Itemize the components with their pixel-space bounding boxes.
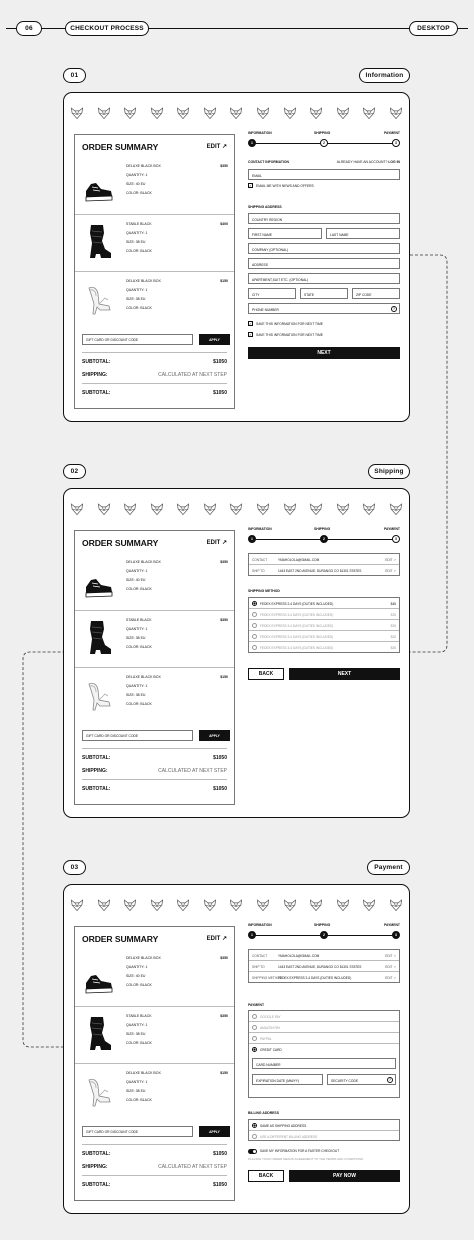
- item-qty: QUANTITY: 1: [126, 965, 148, 969]
- subtotal-label: SUBTOTAL:: [82, 755, 111, 761]
- shipping-label: SHIPPING:: [82, 1164, 108, 1170]
- order-summary: [74, 926, 235, 1201]
- edit-cart-link[interactable]: EDIT ↗: [206, 540, 227, 546]
- fox-head-logo-icon: [123, 898, 137, 912]
- fox-head-logo-icon: [176, 898, 190, 912]
- order-summary: [74, 134, 235, 409]
- item-price: $350: [220, 618, 228, 622]
- item-qty: QUANTITY: 1: [126, 173, 148, 177]
- product-image-heel: [83, 676, 115, 714]
- cart-item: [75, 949, 234, 1006]
- edit-link[interactable]: EDIT ↗: [385, 558, 396, 562]
- item-price: $350: [220, 164, 228, 168]
- payment-heading: PAYMENT: [248, 1003, 265, 1007]
- company-field[interactable]: COMPANY (OPTIONAL): [248, 243, 400, 254]
- cart-item: [75, 1063, 234, 1118]
- review-key: CONTACT: [252, 954, 268, 958]
- fox-head-logo-icon: [283, 898, 297, 912]
- fox-head-logo-icon: [97, 106, 111, 120]
- question-icon[interactable]: ?: [392, 306, 396, 311]
- edit-cart-link[interactable]: EDIT ↗: [206, 144, 227, 150]
- option-name: AMAZON PAY: [260, 1026, 281, 1030]
- product-image-heel: [83, 1072, 115, 1110]
- step-dot-1[interactable]: 1: [248, 535, 256, 543]
- subtotal-value: $1050: [213, 755, 227, 761]
- edit-cart-link[interactable]: EDIT ↗: [206, 936, 227, 942]
- fox-head-logo-icon: [389, 106, 403, 120]
- fox-head-logo-icon: [362, 898, 376, 912]
- order-summary-title: ORDER SUMMARY: [82, 142, 159, 152]
- item-size: SIZE: 40 EU: [126, 974, 146, 978]
- order-summary-title: ORDER SUMMARY: [82, 934, 159, 944]
- order-summary-title: ORDER SUMMARY: [82, 538, 159, 548]
- save-info-toggle[interactable]: [248, 1149, 257, 1154]
- progress-steps: [248, 139, 400, 147]
- state-field[interactable]: STATE: [300, 288, 348, 299]
- step-dot-1[interactable]: 1: [248, 139, 256, 147]
- frame-shipping: [63, 488, 410, 818]
- step-labels: [248, 527, 400, 533]
- item-name: DELUXE BLACK BOX: [126, 279, 161, 283]
- fox-head-logo-icon: [123, 502, 137, 516]
- option-name: FEDEX EXPRESS 3-4 DAYS (DUTIES INCLUDED): [260, 646, 334, 650]
- zip-field[interactable]: ZIP CODE: [352, 288, 400, 299]
- item-name: DELUXE BLACK BOX: [126, 164, 161, 168]
- item-color: COLOR: BLACK: [126, 983, 152, 987]
- apartment-field[interactable]: APARTMENT,SUIT ETC. (OPTIONAL): [248, 273, 400, 284]
- billing-options: [248, 1119, 400, 1141]
- next-button[interactable]: NEXT: [248, 347, 400, 359]
- shipping-form: [248, 527, 400, 687]
- address-field[interactable]: ADDRESS: [248, 258, 400, 269]
- item-qty: QUANTITY: 1: [126, 627, 148, 631]
- radio-icon[interactable]: [252, 623, 257, 628]
- review-key: CONTACT: [252, 558, 268, 562]
- item-qty: QUANTITY: 1: [126, 231, 148, 235]
- item-price: $350: [220, 1014, 228, 1018]
- item-color: COLOR: BLACK: [126, 249, 152, 253]
- subtotal-row: [82, 755, 227, 761]
- product-image-sneaker: [83, 565, 115, 603]
- fox-head-logo-icon: [150, 106, 164, 120]
- item-color: COLOR: BLACK: [126, 702, 152, 706]
- fox-head-logo-icon: [203, 898, 217, 912]
- contact-heading: CONTACT INFORMATION: [248, 160, 289, 164]
- fox-head-logo-icon: [389, 502, 403, 516]
- review-contact-row: [249, 950, 399, 961]
- frame-payment: [63, 884, 410, 1214]
- card-number-field[interactable]: CARD NUMBER: [252, 1058, 396, 1069]
- step-labels: [248, 131, 400, 137]
- option-price: $35: [390, 624, 396, 628]
- section-number-3: 03: [63, 860, 86, 875]
- review-value: YMAHOLOLA@GMAIL.COM: [278, 558, 320, 562]
- option-price: $35: [390, 613, 396, 617]
- option-name: FEDEX EXPRESS 3-4 DAYS (DUTIES INCLUDED): [260, 635, 334, 639]
- item-price: $350: [220, 560, 228, 564]
- shipping-option[interactable]: [249, 642, 399, 653]
- shipping-row: [82, 768, 227, 774]
- logo-row: [70, 499, 403, 519]
- item-color: COLOR: BLACK: [126, 645, 152, 649]
- radio-icon[interactable]: [252, 634, 257, 639]
- header-number: 06: [16, 21, 42, 36]
- cart-item: [75, 1006, 234, 1063]
- fox-head-logo-icon: [362, 502, 376, 516]
- option-name: GOOGLE PAY: [260, 1015, 281, 1019]
- item-name: DELUXE BLACK BOX: [126, 675, 161, 679]
- fox-head-logo-icon: [336, 502, 350, 516]
- next-button[interactable]: NEXT: [289, 668, 400, 680]
- radio-icon[interactable]: [252, 601, 257, 606]
- logo-row: [70, 895, 403, 915]
- step-label-information: INFORMATION: [248, 131, 272, 135]
- shipping-method-list: [248, 597, 400, 653]
- fox-head-logo-icon: [97, 898, 111, 912]
- section-label-information: Information: [359, 68, 410, 83]
- item-price: $150: [220, 675, 228, 679]
- fox-head-logo-icon: [150, 502, 164, 516]
- item-size: SIZE: 38 EU: [126, 1032, 146, 1036]
- step-labels: [248, 923, 400, 929]
- security-code-field[interactable]: [327, 1074, 396, 1085]
- item-size: SIZE: 38 EU: [126, 240, 146, 244]
- product-image-boot: [83, 223, 115, 261]
- frame-information: [63, 92, 410, 422]
- edit-link[interactable]: EDIT ↗: [385, 954, 396, 958]
- subtotal-label: SUBTOTAL:: [82, 1151, 111, 1157]
- step-label-payment: PAYMENT: [383, 131, 400, 135]
- review-value: 1443 EAST 2ND AVENUE, DURANGO CO 81301 STATES: [278, 965, 362, 969]
- fox-head-logo-icon: [256, 502, 270, 516]
- fox-head-logo-icon: [70, 502, 84, 516]
- option-name: CREDIT CARD: [260, 1048, 282, 1052]
- login-prompt: [337, 160, 400, 164]
- item-qty: QUANTITY: 1: [126, 1023, 148, 1027]
- review-method-row: [249, 972, 399, 983]
- option-name: FEDEX EXPRESS 2-4 DAYS (DUTIES INCLUDED): [260, 602, 334, 606]
- review-value: YMAHOLOLA@GMAIL.COM: [278, 954, 320, 958]
- review-box: [248, 553, 400, 576]
- shipping-value: CALCULATED AT NEXT STEP: [158, 372, 227, 378]
- total-value: $1050: [213, 1182, 227, 1188]
- shipping-address-heading: SHIPPING ADDRESS: [248, 205, 282, 209]
- step-label-payment: PAYMENT: [383, 527, 400, 531]
- step-label-shipping: SHIPPING: [314, 131, 331, 135]
- review-value: FEDEX EXPRESS 2-4 DAYS (DUTIES INCLUDED): [278, 976, 352, 980]
- radio-icon[interactable]: [252, 612, 257, 617]
- pay-now-button[interactable]: PAY NOW: [289, 1170, 400, 1182]
- item-color: COLOR: BLACK: [126, 191, 152, 195]
- item-color: COLOR: BLACK: [126, 1098, 152, 1102]
- item-size: SIZE: 38 EU: [126, 636, 146, 640]
- discount-code-input[interactable]: GIFT CARD OR DISCOUNT CODE: [82, 730, 193, 741]
- item-name: STABLE BLACK: [126, 1014, 152, 1018]
- divider: [82, 383, 227, 384]
- country-field[interactable]: COUNTRY REGION: [248, 213, 400, 224]
- fox-head-logo-icon: [309, 106, 323, 120]
- section-label-shipping: Shipping: [368, 464, 410, 479]
- information-form: [248, 131, 400, 371]
- item-price: $400: [220, 222, 228, 226]
- fox-head-logo-icon: [123, 106, 137, 120]
- radio-icon[interactable]: [252, 1047, 257, 1052]
- have-account-text: ALREADY HAVE AN ACCOUNT?: [336, 160, 388, 164]
- cart-item: [75, 667, 234, 722]
- item-size: SIZE: 38 EU: [126, 693, 146, 697]
- subtotal-row: [82, 359, 227, 365]
- shipping-row: [82, 1164, 227, 1170]
- save-info-label: SAVE MY INFORMATION FOR A FASTER CHECKOUT: [260, 1149, 340, 1153]
- save-info-checkbox[interactable]: [248, 321, 323, 326]
- item-color: COLOR: BLACK: [126, 1041, 152, 1045]
- apply-button[interactable]: APPLY: [199, 1126, 230, 1137]
- save-info-label: SAVE THIS INFORMATION FOR NEXT TIME: [256, 321, 323, 326]
- progress-steps: [248, 535, 400, 543]
- fox-head-logo-icon: [362, 106, 376, 120]
- step-label-information: INFORMATION: [248, 923, 272, 927]
- apply-button[interactable]: APPLY: [199, 334, 230, 345]
- back-button[interactable]: BACK: [248, 1170, 284, 1182]
- billing-heading: BILLING ADDRESS: [248, 1111, 279, 1115]
- question-icon[interactable]: ?: [388, 1077, 392, 1082]
- fox-head-logo-icon: [309, 502, 323, 516]
- item-color: COLOR: BLACK: [126, 587, 152, 591]
- section-number-2: 02: [63, 464, 86, 479]
- save-info-label: SAVE THIS INFORMATION FOR NEXT TIME: [256, 332, 323, 337]
- subtotal-value: $1050: [213, 1151, 227, 1157]
- step-dot-2[interactable]: 2: [320, 535, 328, 543]
- review-shipto-row: [249, 565, 399, 576]
- fox-head-logo-icon: [283, 502, 297, 516]
- phone-placeholder: PHONE NUMBER: [252, 307, 279, 312]
- option-name: USE A DIFFERENT BILLING ADDRESS: [260, 1135, 318, 1139]
- total-label: SUBTOTAL:: [82, 390, 111, 396]
- back-button[interactable]: BACK: [248, 668, 284, 680]
- fox-head-logo-icon: [70, 106, 84, 120]
- expiration-field[interactable]: EXPIRATION DATE (MM/YY): [252, 1074, 323, 1085]
- checkbox-icon[interactable]: ✓: [249, 321, 253, 326]
- fox-head-logo-icon: [389, 898, 403, 912]
- step-dot-3[interactable]: 3: [392, 139, 400, 147]
- radio-icon[interactable]: [252, 645, 257, 650]
- radio-icon[interactable]: [252, 1036, 257, 1041]
- save-info-checkbox-2[interactable]: [248, 332, 323, 337]
- billing-same-option[interactable]: [249, 1120, 399, 1131]
- fox-head-logo-icon: [336, 106, 350, 120]
- fox-head-logo-icon: [229, 502, 243, 516]
- step-dot-2[interactable]: 2: [320, 139, 328, 147]
- item-name: DELUXE BLACK BOX: [126, 1071, 161, 1075]
- fox-head-logo-icon: [336, 898, 350, 912]
- shipping-label: SHIPPING:: [82, 768, 108, 774]
- shipping-option[interactable]: [249, 598, 399, 609]
- item-qty: QUANTITY: 1: [126, 684, 148, 688]
- item-name: DELUXE BLACK BOX: [126, 956, 161, 960]
- terms-note: PLACING YOUR ORDER MEANS AGREEMENT TO THE TERMS AND CONDITIONS: [248, 1157, 364, 1161]
- divider: [82, 1175, 227, 1176]
- review-key: SHIP TO: [252, 569, 265, 573]
- option-name: SAME AS SHIPPING ADDRESS: [260, 1124, 307, 1128]
- product-image-boot: [83, 619, 115, 657]
- item-name: STABLE BLACK: [126, 618, 152, 622]
- fox-head-logo-icon: [97, 502, 111, 516]
- shipping-value: CALCULATED AT NEXT STEP: [158, 768, 227, 774]
- last-name-field[interactable]: LAST NAME: [326, 228, 400, 239]
- product-image-sneaker: [83, 961, 115, 999]
- city-field[interactable]: CITY: [248, 288, 296, 299]
- product-image-heel: [83, 280, 115, 318]
- step-label-shipping: SHIPPING: [314, 923, 331, 927]
- fox-head-logo-icon: [176, 502, 190, 516]
- edit-link[interactable]: EDIT ↗: [385, 965, 396, 969]
- subtotal-row: [82, 1151, 227, 1157]
- section-number-1: 01: [63, 68, 86, 83]
- subtotal-label: SUBTOTAL:: [82, 359, 111, 365]
- payment-options: [248, 1010, 400, 1098]
- review-contact-row: [249, 554, 399, 565]
- fox-head-logo-icon: [256, 898, 270, 912]
- security-placeholder: SECURITY CODE: [331, 1078, 359, 1083]
- cart-item: [75, 157, 234, 214]
- first-name-field[interactable]: FIRST NAME: [248, 228, 322, 239]
- fox-head-logo-icon: [283, 106, 297, 120]
- item-price: $150: [220, 279, 228, 283]
- total-row: [82, 1182, 227, 1188]
- fox-head-logo-icon: [309, 898, 323, 912]
- item-qty: QUANTITY: 1: [126, 569, 148, 573]
- item-qty: QUANTITY: 1: [126, 1080, 148, 1084]
- step-label-information: INFORMATION: [248, 527, 272, 531]
- fox-head-logo-icon: [150, 898, 164, 912]
- payment-option-credit-card[interactable]: [249, 1044, 399, 1055]
- option-name: FEDEX EXPRESS 3-4 DAYS (DUTIES INCLUDED): [260, 613, 334, 617]
- checkbox-icon[interactable]: ✓: [249, 332, 253, 337]
- fox-head-logo-icon: [203, 106, 217, 120]
- item-color: COLOR: BLACK: [126, 306, 152, 310]
- option-name: PAYPAL: [260, 1037, 272, 1041]
- review-key: SHIPPING METHOD: [252, 976, 282, 980]
- checkbox-icon[interactable]: ✓: [249, 183, 253, 188]
- step-label-payment: PAYMENT: [383, 923, 400, 927]
- shipping-option[interactable]: [249, 609, 399, 620]
- phone-field[interactable]: [248, 303, 400, 314]
- divider: [82, 352, 227, 353]
- step-label-shipping: SHIPPING: [314, 527, 331, 531]
- review-shipto-row: [249, 961, 399, 972]
- step-dot-3[interactable]: 3: [392, 931, 400, 939]
- payment-form: [248, 923, 400, 1188]
- discount-code-input[interactable]: GIFT CARD OR DISCOUNT CODE: [82, 1126, 193, 1137]
- item-name: STABLE BLACK: [126, 222, 152, 226]
- apply-button[interactable]: APPLY: [199, 730, 230, 741]
- total-value: $1050: [213, 786, 227, 792]
- shipping-label: SHIPPING:: [82, 372, 108, 378]
- radio-icon[interactable]: [252, 1025, 257, 1030]
- option-price: $45: [390, 602, 396, 606]
- divider: [82, 748, 227, 749]
- fox-head-logo-icon: [203, 502, 217, 516]
- item-price: $350: [220, 956, 228, 960]
- fox-head-logo-icon: [229, 106, 243, 120]
- section-label-payment: Payment: [367, 860, 410, 875]
- radio-icon[interactable]: [252, 1014, 257, 1019]
- option-price: $35: [390, 635, 396, 639]
- item-size: SIZE: 40 EU: [126, 578, 146, 582]
- divider: [82, 779, 227, 780]
- fox-head-logo-icon: [229, 898, 243, 912]
- cart-item: [75, 610, 234, 667]
- email-field[interactable]: EMAIL: [248, 169, 400, 180]
- order-summary: [74, 530, 235, 805]
- cart-item: [75, 271, 234, 326]
- item-size: SIZE: 38 EU: [126, 297, 146, 301]
- news-checkbox[interactable]: [248, 183, 314, 188]
- payment-option-amazon-pay[interactable]: [249, 1022, 399, 1033]
- step-dot-3[interactable]: 3: [392, 535, 400, 543]
- edit-link[interactable]: EDIT ↗: [385, 976, 396, 980]
- fox-head-logo-icon: [176, 106, 190, 120]
- item-size: SIZE: 38 EU: [126, 1089, 146, 1093]
- item-qty: QUANTITY: 1: [126, 288, 148, 292]
- total-row: [82, 786, 227, 792]
- total-label: SUBTOTAL:: [82, 786, 111, 792]
- logo-row: [70, 103, 403, 123]
- step-dot-1[interactable]: 1: [248, 931, 256, 939]
- product-image-boot: [83, 1015, 115, 1053]
- edit-link[interactable]: EDIT ↗: [385, 569, 396, 573]
- shipping-option[interactable]: [249, 620, 399, 631]
- shipping-option[interactable]: [249, 631, 399, 642]
- review-value: 1443 EAST 2ND AVENUE, DURANGO CO 81301 STATES: [278, 569, 362, 573]
- shipping-row: [82, 372, 227, 378]
- fox-head-logo-icon: [256, 106, 270, 120]
- radio-icon[interactable]: [252, 1134, 257, 1139]
- radio-icon[interactable]: [252, 1123, 257, 1128]
- login-link[interactable]: LOG IN: [388, 160, 400, 164]
- subtotal-value: $1050: [213, 359, 227, 365]
- divider: [82, 1144, 227, 1145]
- total-value: $1050: [213, 390, 227, 396]
- cart-item: [75, 553, 234, 610]
- total-row: [82, 390, 227, 396]
- product-image-sneaker: [83, 169, 115, 207]
- fox-head-logo-icon: [70, 898, 84, 912]
- discount-code-input[interactable]: GIFT CARD OR DISCOUNT CODE: [82, 334, 193, 345]
- item-name: DELUXE BLACK BOX: [126, 560, 161, 564]
- item-size: SIZE: 40 EU: [126, 182, 146, 186]
- option-name: FEDEX EXPRESS 3-4 DAYS (DUTIES INCLUDED): [260, 624, 334, 628]
- total-label: SUBTOTAL:: [82, 1182, 111, 1188]
- review-key: SHIP TO: [252, 965, 265, 969]
- device-label: DESKTOP: [409, 21, 458, 36]
- news-label: EMAIL ME WITH NEWS AND OFFERS: [256, 183, 314, 188]
- cart-item: [75, 214, 234, 271]
- shipping-value: CALCULATED AT NEXT STEP: [158, 1164, 227, 1170]
- shipping-method-heading: SHIPPING METHOD: [248, 589, 280, 593]
- option-price: $35: [390, 646, 396, 650]
- review-box: [248, 949, 400, 983]
- item-price: $150: [220, 1071, 228, 1075]
- header-title: CHECKOUT PROCESS: [65, 21, 149, 36]
- payment-option-google-pay[interactable]: [249, 1011, 399, 1022]
- step-dot-2[interactable]: 2: [320, 931, 328, 939]
- billing-different-option[interactable]: [249, 1131, 399, 1142]
- progress-steps: [248, 931, 400, 939]
- payment-option-paypal[interactable]: [249, 1033, 399, 1044]
